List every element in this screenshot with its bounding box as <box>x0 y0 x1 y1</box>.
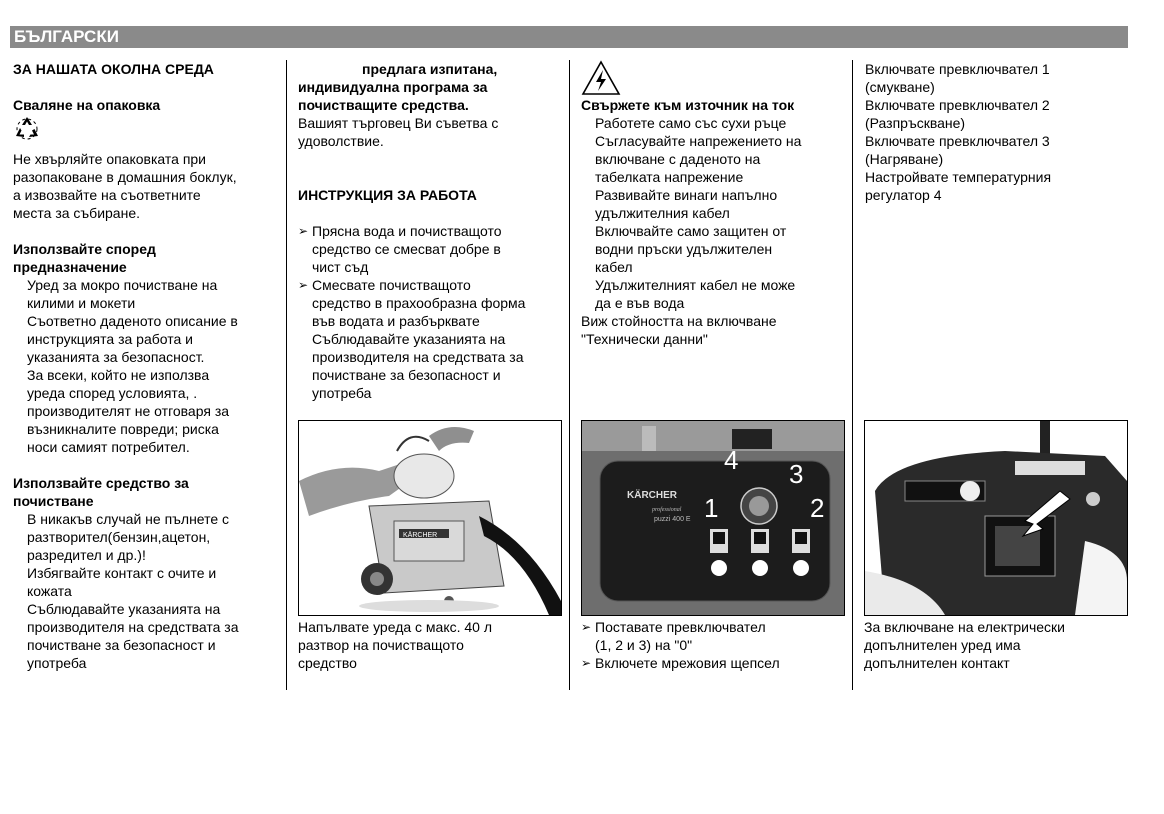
instruction-bullet: ➢ Смесвате почистващото средство в прахообразна форма във водата и разбърквате <box>298 276 562 330</box>
unpacking-text: Не хвърляйте опаковката при разопаковане в домашния боклук, а извозвайте на съответните места за събиране. <box>13 151 237 221</box>
switch-1 <box>710 529 728 576</box>
dial-label-3: 3 <box>789 459 804 489</box>
recycle-icon <box>13 114 279 150</box>
environment-heading: ЗА НАШАТА ОКОЛНА СРЕДА <box>13 61 214 77</box>
column-divider <box>569 60 570 690</box>
switch-3 <box>792 529 810 576</box>
professional-label: professional <box>652 507 682 513</box>
instructions-heading: ИНСТРУКЦИЯ ЗА РАБОТА <box>298 187 477 203</box>
intro-bold: предлага изпитана, индивидуална програма за почистващите средства. <box>298 61 498 113</box>
high-voltage-warning-icon <box>581 60 845 96</box>
language-header: БЪЛГАРСКИ <box>10 26 1128 48</box>
intended-use-text: Уред за мокро почистване на килими и мокети Съответно даденото описание в инструкцията за работа и указанията за безопасност. За всеки, който не използва уреда според условията, . производителят не отговаря за възникналите повреди; риска носи самият потребител. <box>27 277 238 455</box>
dial-label-1: 1 <box>704 493 719 523</box>
photo-control-panel <box>581 420 845 616</box>
switch-2 <box>751 529 769 576</box>
column-instructions <box>298 60 562 402</box>
dial-label-4: 4 <box>724 445 739 475</box>
caption-filling: Напълвате уреда с макс. 40 л разтвор на почистващото средство <box>298 619 493 671</box>
power-text: Работете само със сухи ръце Съгласувайте напрежението на включване с даденото на табелката напрежение Развивайте винаги напълно удължителния кабел Включвайте само защитен от водни пръски удължителен кабел Удължителният кабел не може да е във вода <box>595 115 802 311</box>
photo-filling-device <box>298 420 562 616</box>
power-heading: Свържете към източник на ток <box>581 97 795 113</box>
intro-text: Вашият търговец Ви съветва с удоволствие. <box>298 115 499 149</box>
cleaning-agent-text: В никакъв случай не пълнете с разтворител(бензин,ацетон, разредител и др.)! Избягвайте контакт с очите и кожата Съблюдавайте указанията на производителя на средствата за почистване за безопасност и употреба <box>27 511 239 671</box>
column-divider <box>286 60 287 690</box>
instruction-note: Съблюдавайте указанията на производителя на средствата за почистване за безопасност и употреба <box>312 331 524 401</box>
dial-label-2: 2 <box>810 493 825 523</box>
brand-label: KÄRCHER <box>403 532 438 539</box>
caption-socket: За включване на електрически допълнителен уред има допълнителен контакт <box>864 619 1065 671</box>
column-divider <box>852 60 853 690</box>
brand-label: KÄRCHER <box>627 490 677 501</box>
caption-bullet: ➢ Поставате превключвател (1, 2 и 3) на "0" <box>581 618 845 654</box>
model-label: puzzi 400 E <box>654 516 691 523</box>
instruction-bullet: ➢ Прясна вода и почистващото средство се смесват добре в чист съд <box>298 222 562 276</box>
column-power <box>581 60 845 348</box>
intended-use-heading: Използвайте според предназначение <box>13 241 156 275</box>
column-environment <box>13 60 279 672</box>
column-switches: Включвате превключвател 1 (смукване) Включвате превключвател 2 (Разпръскване) Включвате превключвател 3 (Нагряване) Настройвате температурния регулатор 4 <box>865 61 1052 203</box>
cleaning-agent-heading: Използвайте средство за почистване <box>13 475 189 509</box>
unpacking-heading: Сваляне на опаковка <box>13 97 161 113</box>
caption-control-panel <box>581 618 845 672</box>
tech-data-reference: Виж стойността на включване "Технически данни" <box>581 313 777 347</box>
photo-auxiliary-socket <box>864 420 1128 616</box>
caption-bullet: ➢ Включете мрежовия щепсел <box>581 654 845 672</box>
